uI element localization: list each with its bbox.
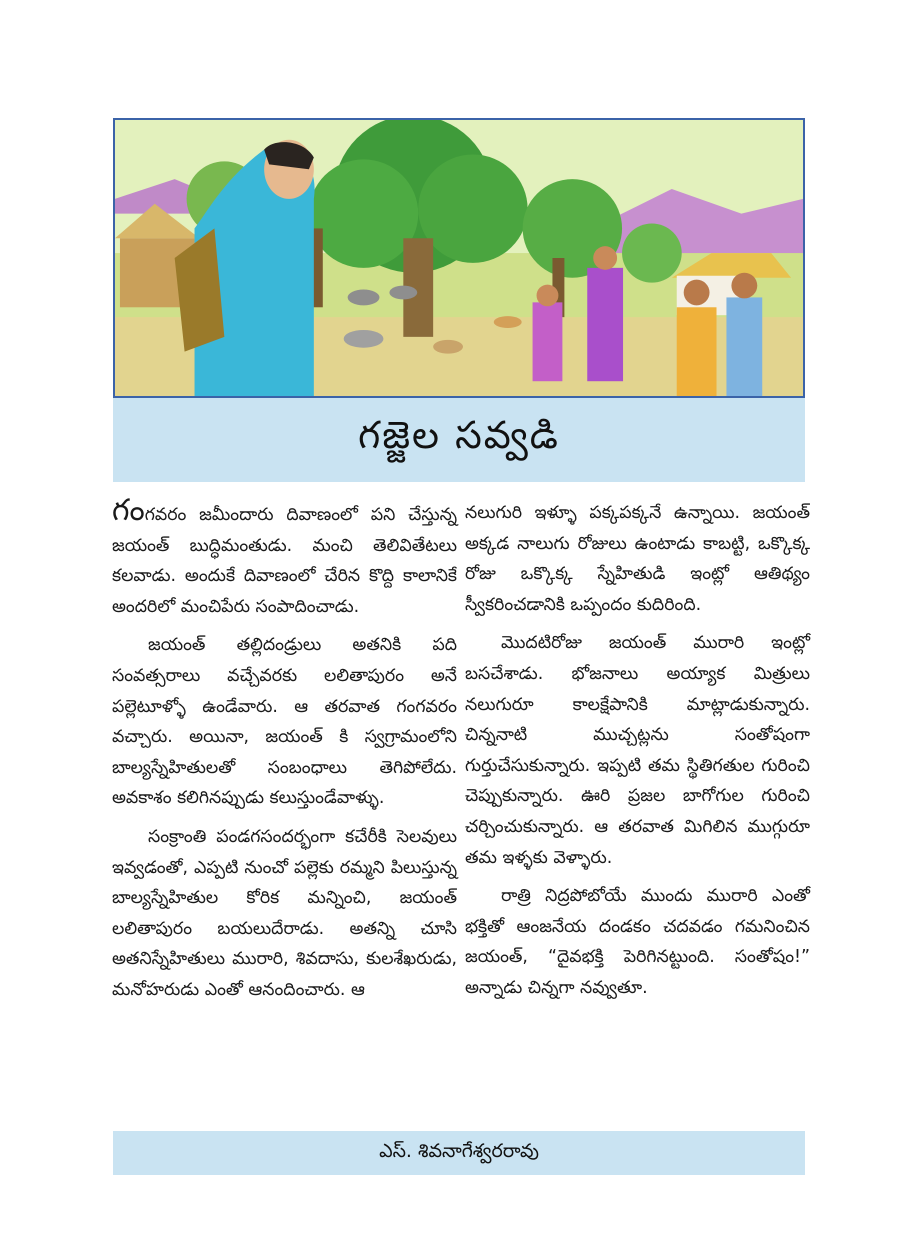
story-title: గజ్జెల సవ్వడి: [358, 413, 560, 457]
right-column: [465, 498, 810, 1004]
title-band: [113, 398, 805, 482]
paragraph: గంగవరం జమీందారు దివాణంలో పని చేస్తున్న జయంత్ బుద్ధిమంతుడు. మంచి తెలివితేటలు కలవాడు. అందుకే దివాణంలో చేరిన కొద్ది కాలానికే అందరిలో మంచిపేరు సంపాదించాడు.: [112, 493, 457, 617]
paragraph: నలుగురి ఇళ్ళూ పక్కపక్కనే ఉన్నాయి. జయంత్ అక్కడ నాలుగు రోజులు ఉంటాడు కాబట్టి, ఒక్కొక్క రోజు ఒక్కొక్క స్నేహితుడి ఇంట్లో ఆతిథ్యం స్వీకరించడానికి ఒప్పందం కుదిరింది.: [465, 503, 810, 615]
left-column: [112, 493, 457, 1006]
byline-band: [113, 1131, 805, 1175]
paragraph: మొదటిరోజు జయంత్ మురారి ఇంట్లో బసచేశాడు. భోజనాలు అయ్యాక మిత్రులు నలుగురూ కాలక్షేపానికి మాట్లాడుకున్నారు. చిన్ననాటి ముచ్చట్లను సంతోషంగా గుర్తుచేసుకున్నారు. ఇప్పటి తమ స్థితిగతుల గురించి చెప్పుకున్నారు. ఊరి ప్రజల బాగోగుల గురించి చర్చించుకున్నారు. ఆ తరవాత మిగిలిన ముగ్గురూ తమ ఇళ్ళకు వెళ్ళారు.: [465, 633, 810, 868]
village-scene-illustration: [115, 120, 803, 396]
author-byline: ఎస్. శివనాగేశ్వరరావు: [379, 1139, 539, 1162]
paragraph: రాత్రి నిద్రపోబోయే ముందు మురారి ఎంతో భక్తితో ఆంజనేయ దండకం చదవడం గమనించిన జయంత్, “దైవభక్తి పెరిగినట్టుంది. సంతోషం!” అన్నాడు చిన్నగా నవ్వుతూ.: [465, 886, 810, 998]
paragraph: సంక్రాంతి పండగసందర్భంగా కచేరీకి సెలవులు ఇవ్వడంతో, ఎప్పటి నుంచో పల్లెకు రమ్మని పిలుస్తున్న బాల్యస్నేహితుల కోరిక మన్నించి, జయంత్ లలితాపురం బయలుదేరాడు. అతన్ని చూసి అతనిస్నేహితులు మురారి, శివదాసు, కులశేఖరుడు, మనోహరుడు ఎంతో ఆనందించారు. ఆ: [112, 826, 457, 1000]
paragraph: జయంత్ తల్లిదండ్రులు అతనికి పది సంవత్సరాలు వచ్చేవరకు లలితాపురం అనే పల్లెటూళ్ళో ఉండేవారు. ఆ తరవాత గంగవరం వచ్చారు. అయినా, జయంత్ కి స్వగ్రామంలోని బాల్యస్నేహితులతో సంబంధాలు తెగిపోలేదు. అవకాశం కలిగినప్పుడు కలుస్తుండేవాళ్ళు.: [112, 635, 457, 809]
drop-cap: గం: [112, 493, 145, 528]
story-illustration: [113, 118, 805, 398]
